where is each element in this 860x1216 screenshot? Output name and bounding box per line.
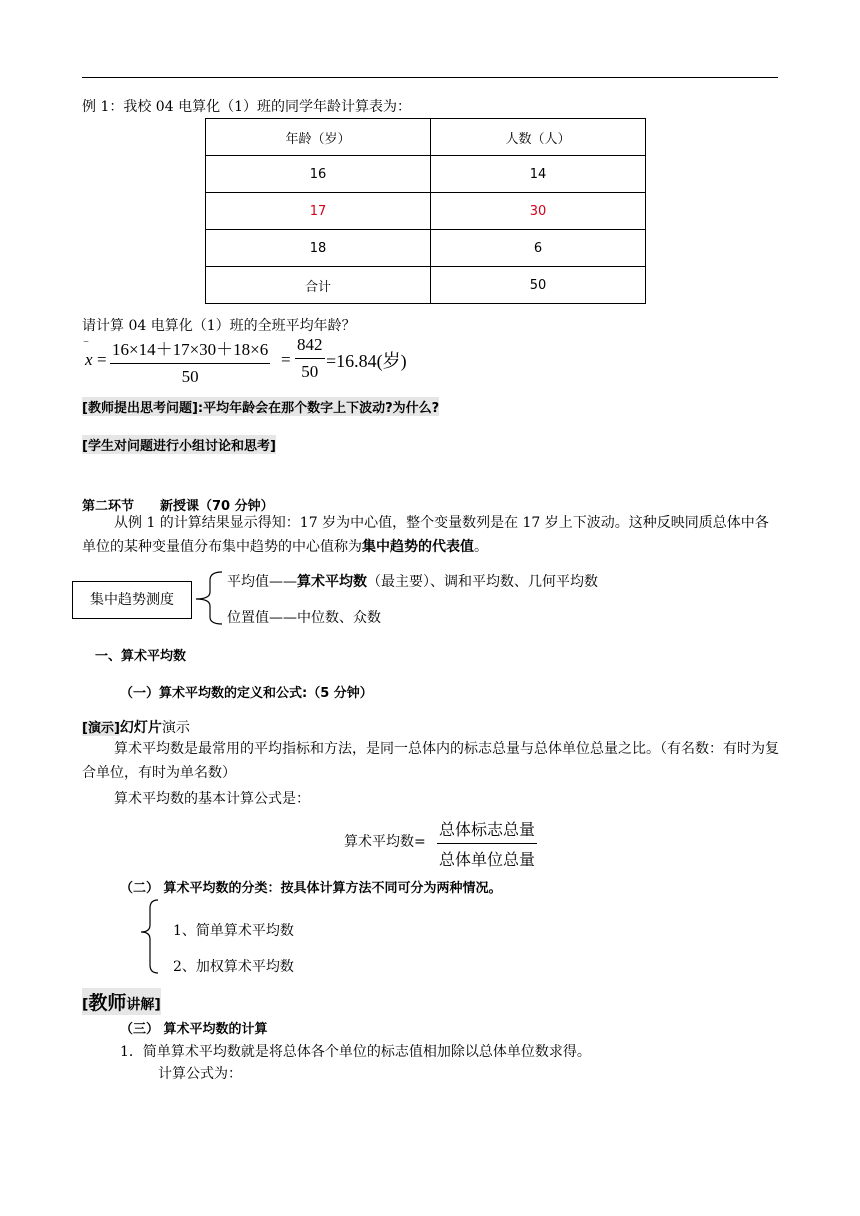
table-cell: 30 [431, 193, 646, 230]
table-header-cell: 年龄（岁） [206, 119, 431, 156]
teacher-explain-big: 教师 [88, 992, 127, 1014]
student-discussion: [学生对问题进行小组讨论和思考] [82, 435, 276, 454]
demo-line [82, 717, 190, 737]
classification-item: 2、加权算术平均数 [173, 959, 294, 975]
paragraph-bold: 集中趋势的代表值 [362, 539, 474, 555]
teacher-explain-small: 讲解] [126, 997, 161, 1013]
formula-lhs: x [85, 350, 93, 369]
table-cell: 6 [431, 230, 646, 267]
branch-position: 位置值——中位数、众数 [227, 610, 381, 626]
fraction-numerator: 总体标志总量 [437, 817, 537, 844]
fraction-denominator: 50 [181, 367, 199, 386]
central-tendency-box: 集中趋势测度 [72, 581, 192, 619]
table-cell: 合计 [206, 267, 431, 304]
fraction-denominator: 50 [301, 362, 319, 381]
fraction-denominator: 总体单位总量 [439, 850, 536, 869]
branch-average [227, 571, 598, 591]
heading-arithmetic-mean: 一、算术平均数 [95, 649, 187, 664]
heading-calculation: （三） 算术平均数的计算 [120, 1022, 268, 1037]
table-cell: 16 [206, 156, 431, 193]
branch-suffix: （最主要）、调和平均数、几何平均数 [367, 574, 598, 590]
table-header-cell: 人数（人） [431, 119, 646, 156]
formula2-lhs: 算术平均数= [344, 834, 426, 850]
definition-paragraph: 算术平均数是最常用的平均指标和方法，是同一总体内的标志总量与总体单位总量之比。（有名数：有时为复合单位，有时为单名数） [82, 741, 779, 781]
question-text: 请计算 04 电算化（1）班的全班平均年龄？ [82, 318, 356, 334]
fraction-numerator: 16×14＋17×30＋18×6 [110, 335, 270, 364]
classification-item: 1、简单算术平均数 [173, 923, 294, 939]
table-cell: 50 [431, 267, 646, 304]
paragraph-text: 从例 1 的计算结果显示得知：17 岁为中心值，整个变量数列是在 17 岁上下波动。这种反映同质总体中各单位的某种变量值分布集中趋势的中心值称为 [82, 515, 769, 555]
demo-bold: 幻灯片 [119, 720, 162, 736]
table-cell: 14 [431, 156, 646, 193]
table-cell: 17 [206, 193, 431, 230]
branch-bold: 算术平均数 [297, 574, 367, 590]
x-bar-mark: ‾ [84, 340, 88, 354]
basic-formula-intro: 算术平均数的基本计算公式是： [114, 791, 310, 807]
section-title: 第二环节 新授课（70 分钟） [82, 499, 274, 514]
teacher-question-tag: [教师提出思考问题] [82, 401, 198, 416]
teacher-question-text: :平均年龄会在那个数字上下波动?为什么? [197, 401, 440, 416]
table-cell: 18 [206, 230, 431, 267]
formula-eq: = [281, 350, 291, 369]
heading-classification: （二） 算术平均数的分类：按具体计算方法不同可分为两种情况。 [120, 881, 502, 896]
heading-definition: （一）算术平均数的定义和公式:（5 分钟） [120, 686, 373, 701]
paragraph-end: 。 [474, 539, 488, 555]
fraction-numerator: 842 [295, 335, 325, 359]
calc-formula-label: 计算公式为： [158, 1066, 242, 1082]
demo-tag: [演示] [82, 721, 120, 736]
demo-text: 演示 [161, 720, 190, 736]
formula-result: =16.84(岁) [326, 351, 407, 371]
branch-prefix: 平均值—— [227, 574, 297, 590]
bracket-open: [ [82, 997, 89, 1013]
example-intro: 例 1：我校 04 电算化（1）班的同学年龄计算表为： [82, 99, 411, 115]
teacher-explain [82, 988, 161, 1015]
simple-definition: 1．简单算术平均数就是将总体各个单位的标志值相加除以总体单位数求得。 [120, 1044, 591, 1060]
formula-eq: = [97, 350, 107, 369]
formula2-fraction [437, 817, 537, 870]
